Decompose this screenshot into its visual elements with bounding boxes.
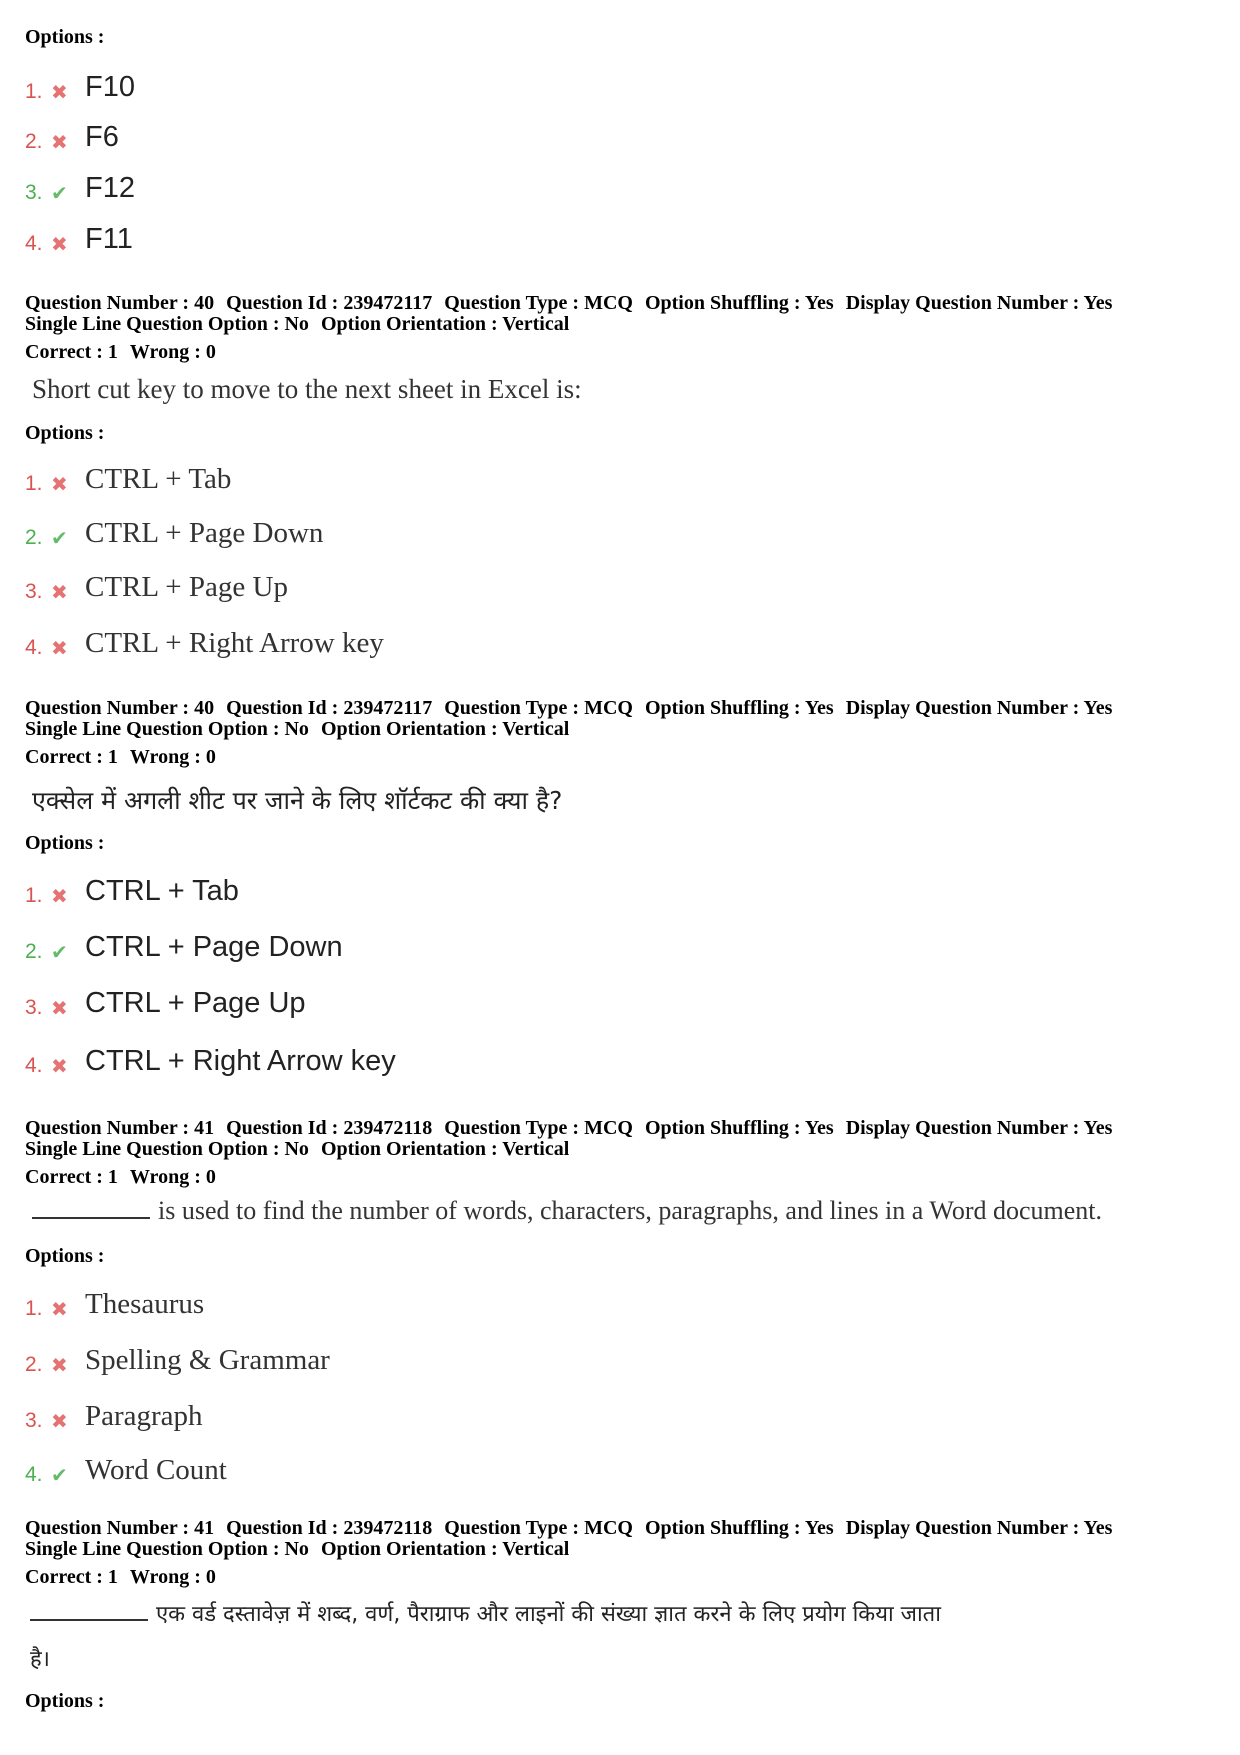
wrong-marks: Wrong : 0 xyxy=(129,1166,216,1188)
display-question-number: Display Question Number : Yes xyxy=(845,1117,1113,1139)
cross-icon: ✖ xyxy=(51,80,68,104)
option-item xyxy=(25,154,135,205)
question-text xyxy=(30,1598,941,1628)
option-item xyxy=(25,1020,396,1078)
correct-marks: Correct : 1 xyxy=(25,1166,118,1188)
option-orientation: Option Orientation : Vertical xyxy=(320,718,570,740)
question-number: Question Number : 40 xyxy=(25,292,215,314)
option-shuffling: Option Shuffling : Yes xyxy=(644,292,834,314)
question-text-content: is used to find the number of words, characters, paragraphs, and lines in a Word document. xyxy=(158,1196,1102,1225)
option-text: Thesaurus xyxy=(85,1288,205,1320)
question-id: Question Id : 239472118 xyxy=(226,1117,433,1139)
option-item xyxy=(25,1275,330,1321)
meta-line-3 xyxy=(25,342,1124,363)
option-item xyxy=(25,964,396,1020)
meta-line-3 xyxy=(25,1567,1124,1588)
option-number: 1. xyxy=(25,472,43,495)
meta-line-2 xyxy=(25,719,1124,740)
cross-icon: ✖ xyxy=(51,1297,68,1321)
option-text: CTRL + Page Down xyxy=(85,517,324,549)
question-number: Question Number : 40 xyxy=(25,697,215,719)
option-text: Word Count xyxy=(85,1454,227,1486)
option-item xyxy=(25,1433,330,1487)
question-text xyxy=(32,1196,1102,1226)
option-list xyxy=(25,452,384,660)
option-text: F6 xyxy=(85,121,119,153)
option-number: 4. xyxy=(25,1463,43,1486)
meta-line-1 xyxy=(25,1518,1124,1539)
meta-line-1 xyxy=(25,293,1124,314)
check-icon: ✔ xyxy=(51,526,68,550)
question-id: Question Id : 239472117 xyxy=(226,292,433,314)
options-label: Options : xyxy=(25,1245,105,1267)
option-text: CTRL + Right Arrow key xyxy=(85,627,384,659)
question-id: Question Id : 239472117 xyxy=(226,697,433,719)
wrong-marks: Wrong : 0 xyxy=(129,746,216,768)
question-text-line-2: है। xyxy=(30,1647,51,1672)
display-question-number: Display Question Number : Yes xyxy=(845,292,1113,314)
fill-blank xyxy=(30,1619,148,1621)
option-number: 1. xyxy=(25,884,43,907)
check-icon: ✔ xyxy=(51,181,68,205)
cross-icon: ✖ xyxy=(51,580,68,604)
question-text: Short cut key to move to the next sheet in Excel is: xyxy=(32,374,582,404)
option-number: 2. xyxy=(25,130,43,153)
wrong-marks: Wrong : 0 xyxy=(129,1566,216,1588)
cross-icon: ✖ xyxy=(51,130,68,154)
correct-marks: Correct : 1 xyxy=(25,746,118,768)
question-type: Question Type : MCQ xyxy=(444,1517,633,1539)
option-number: 2. xyxy=(25,940,43,963)
option-text: CTRL + Right Arrow key xyxy=(85,1045,396,1077)
meta-line-2 xyxy=(25,314,1124,335)
option-number: 1. xyxy=(25,80,43,103)
option-number: 3. xyxy=(25,1409,43,1432)
single-line-option: Single Line Question Option : No xyxy=(25,1138,309,1160)
options-label: Options : xyxy=(25,422,105,444)
option-orientation: Option Orientation : Vertical xyxy=(320,1538,570,1560)
check-icon: ✔ xyxy=(51,940,68,964)
option-text: F10 xyxy=(85,71,135,103)
question-number: Question Number : 41 xyxy=(25,1517,215,1539)
question-id: Question Id : 239472118 xyxy=(226,1517,433,1539)
option-orientation: Option Orientation : Vertical xyxy=(320,313,570,335)
cross-icon: ✖ xyxy=(51,472,68,496)
correct-marks: Correct : 1 xyxy=(25,341,118,363)
cross-icon: ✖ xyxy=(51,636,68,660)
option-number: 2. xyxy=(25,1353,43,1376)
option-item xyxy=(25,862,396,908)
meta-line-2 xyxy=(25,1539,1124,1560)
meta-line-3 xyxy=(25,747,1124,768)
option-list xyxy=(25,1275,330,1487)
option-number: 3. xyxy=(25,181,43,204)
option-item xyxy=(25,550,384,604)
option-number: 1. xyxy=(25,1297,43,1320)
question-text-line-1: एक वर्ड दस्तावेज़ में शब्द, वर्ण, पैराग्राफ और लाइनों की संख्या ज्ञात करने के लिए प्रयोग किया जाता xyxy=(156,1602,941,1627)
option-item xyxy=(25,58,135,104)
option-item xyxy=(25,452,384,496)
option-shuffling: Option Shuffling : Yes xyxy=(644,1517,834,1539)
cross-icon: ✖ xyxy=(51,1054,68,1078)
question-meta xyxy=(25,1118,1124,1188)
question-number: Question Number : 41 xyxy=(25,1117,215,1139)
options-label: Options : xyxy=(25,26,105,48)
option-text: CTRL + Page Up xyxy=(85,571,288,603)
question-meta xyxy=(25,1518,1124,1588)
option-item xyxy=(25,908,396,964)
wrong-marks: Wrong : 0 xyxy=(129,341,216,363)
option-item xyxy=(25,104,135,154)
option-number: 3. xyxy=(25,580,43,603)
question-type: Question Type : MCQ xyxy=(444,697,633,719)
option-text: F12 xyxy=(85,172,135,204)
options-label: Options : xyxy=(25,1690,105,1712)
meta-line-1 xyxy=(25,698,1124,719)
option-number: 4. xyxy=(25,636,43,659)
meta-line-1 xyxy=(25,1118,1124,1139)
question-meta xyxy=(25,293,1124,363)
meta-line-3 xyxy=(25,1167,1124,1188)
option-text: F11 xyxy=(85,223,133,255)
option-text: Paragraph xyxy=(85,1400,203,1432)
option-item xyxy=(25,604,384,660)
option-item xyxy=(25,205,135,256)
cross-icon: ✖ xyxy=(51,1409,68,1433)
question-type: Question Type : MCQ xyxy=(444,292,633,314)
option-list xyxy=(25,58,135,256)
option-text: CTRL + Page Down xyxy=(85,931,343,963)
option-orientation: Option Orientation : Vertical xyxy=(320,1138,570,1160)
check-icon: ✔ xyxy=(51,1463,68,1487)
option-number: 2. xyxy=(25,526,43,549)
option-number: 4. xyxy=(25,232,43,255)
single-line-option: Single Line Question Option : No xyxy=(25,718,309,740)
option-text: CTRL + Page Up xyxy=(85,987,306,1019)
option-text: CTRL + Tab xyxy=(85,875,239,907)
option-item xyxy=(25,1321,330,1377)
option-item xyxy=(25,1377,330,1433)
display-question-number: Display Question Number : Yes xyxy=(845,697,1113,719)
option-item xyxy=(25,496,384,550)
option-list xyxy=(25,862,396,1078)
fill-blank xyxy=(32,1217,150,1219)
meta-line-2 xyxy=(25,1139,1124,1160)
correct-marks: Correct : 1 xyxy=(25,1566,118,1588)
option-number: 4. xyxy=(25,1054,43,1077)
question-text: एक्सेल में अगली शीट पर जाने के लिए शॉर्टकट की क्या है? xyxy=(32,786,563,815)
single-line-option: Single Line Question Option : No xyxy=(25,313,309,335)
cross-icon: ✖ xyxy=(51,232,68,256)
option-shuffling: Option Shuffling : Yes xyxy=(644,1117,834,1139)
cross-icon: ✖ xyxy=(51,884,68,908)
option-shuffling: Option Shuffling : Yes xyxy=(644,697,834,719)
cross-icon: ✖ xyxy=(51,996,68,1020)
options-label: Options : xyxy=(25,832,105,854)
display-question-number: Display Question Number : Yes xyxy=(845,1517,1113,1539)
option-text: CTRL + Tab xyxy=(85,463,232,495)
question-type: Question Type : MCQ xyxy=(444,1117,633,1139)
single-line-option: Single Line Question Option : No xyxy=(25,1538,309,1560)
question-meta xyxy=(25,698,1124,768)
option-text: Spelling & Grammar xyxy=(85,1344,330,1376)
cross-icon: ✖ xyxy=(51,1353,68,1377)
option-number: 3. xyxy=(25,996,43,1019)
